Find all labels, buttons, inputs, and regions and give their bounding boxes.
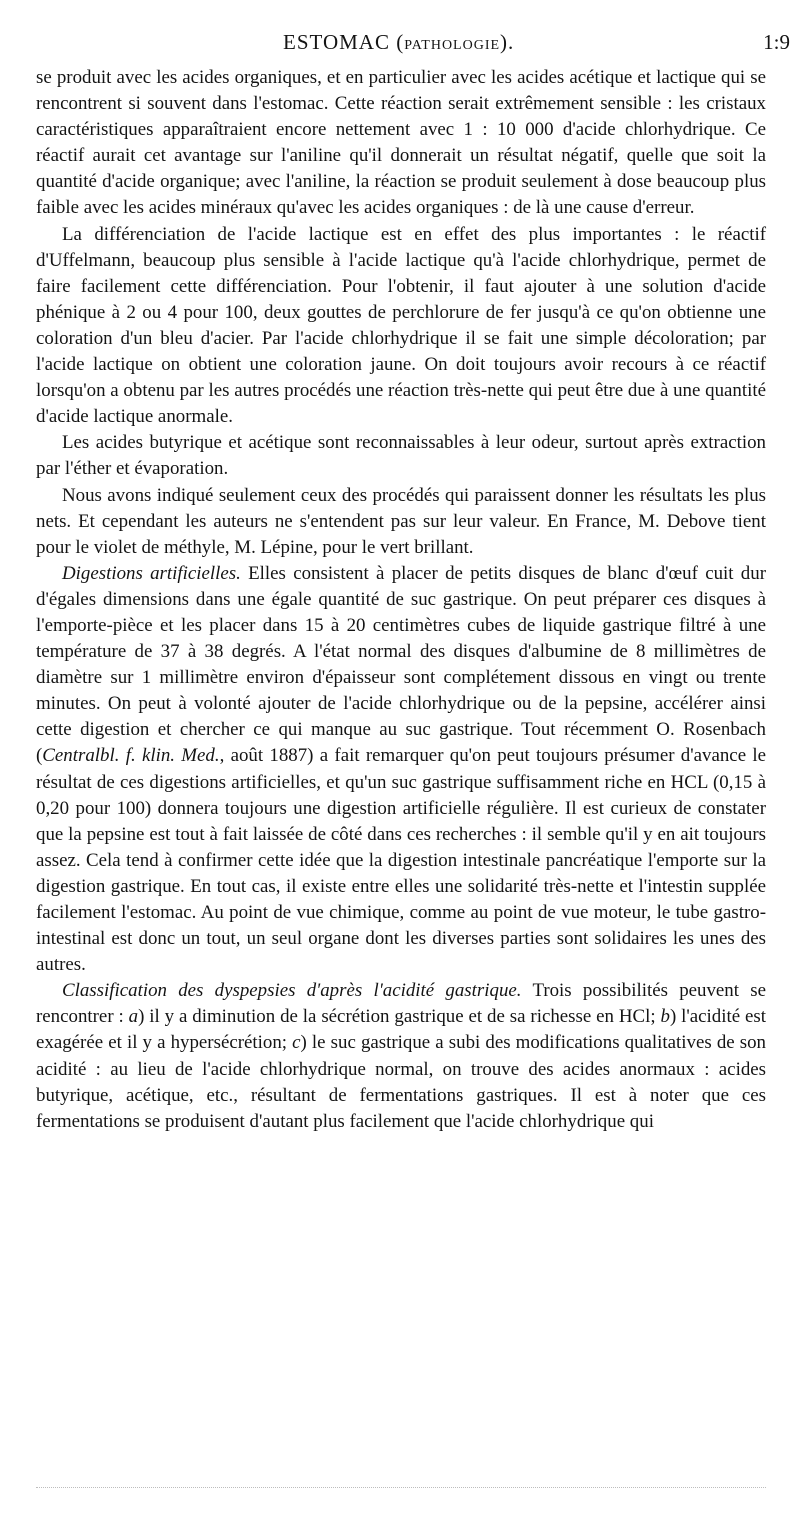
citation-journal: Centralbl. f. klin. Med. (42, 745, 220, 767)
section-heading-classification: Classification des dyspepsies d'après l'acidité gastrique. (62, 980, 522, 1002)
paragraph-procedures: Nous avons indiqué seulement ceux des procédés qui paraissent donner les résultats les plus nets. Et cependant les auteurs ne s'entendent pas sur leur valeur. En France, M. Debove tient pour le violet de méthyle, M. Lépine, pour le vert brillant. (36, 484, 766, 558)
paragraph-lactic-acid: La différenciation de l'acide lactique est en effet des plus importantes : le réactif d'Uffelmann, beaucoup plus sensible à l'acide lactique qu'à l'acide chlorhydrique, permet de faire facilement cette différenciation. Pour l'obtenir, il faut ajouter à une solution d'acide phénique à 2 ou 4 pour 100, deux gouttes de perchlorure de fer jusqu'à ce qu'on obtienne une coloration d'un bleu d'acier. Par l'acide chlorhydrique il se fait une simple décoloration; par l'acide lactique on obtient une coloration jaune. On doit toujours avoir recours à ce réactif lorsqu'on a obtenu par les autres procédés une réaction très-nette qui peut être due à une quantité d'acide lactique anormale. (36, 223, 766, 428)
page-number: 1:9 (763, 30, 790, 54)
paragraph-classification (36, 978, 766, 1135)
paragraph-artificial-digestions (36, 561, 766, 979)
running-title-close: ). (500, 30, 515, 54)
running-title-section: PATHOLOGIE (404, 38, 501, 53)
section-heading-digestions: Digestions artificielles. (62, 562, 241, 584)
footer-dotted-rule (36, 1487, 766, 1488)
item-c-letter: c (292, 1032, 301, 1054)
digestions-text-continued: , août 1887) a fait remarquer qu'on peut toujours présumer d'avance le résultat de ces digestions artificielles, et qu'un suc gastrique suffisamment riche en HCL (0,15 à 0,20 pour 100) donnera toujours une digestion artificielle régulière. Il est curieux de constater que la pepsine est tout à fait laissée de côté dans ces recherches : il semble qu'il y en ait toujours assez. Cela tend à confirmer cette idée que la digestion intestinale pancréatique l'emporte sur la digestion gastrique. En tout cas, il existe entre elles une solidarité très-nette et l'intestin supplée facilement l'estomac. Au point de vue chimique, comme au point de vue moteur, le tube gastro-intestinal est donc un tout, un seul organe dont les diverses parties sont solidaires les unes des autres. (36, 745, 766, 976)
item-b-letter: b (660, 1006, 670, 1028)
item-a-letter: a (128, 1006, 139, 1028)
classification-intro: Trois possibilités peuvent se rencontrer : (36, 980, 767, 1028)
item-c-text: ) le suc gastrique a subi des modifications qualitatives de son acidité : au lieu de l'acide chlorhydrique normal, on trouve des acides anormaux : acides butyrique, acétique, etc., résultant de fermentations gastriques. Il est à noter que ces fermentations se produisent d'autant plus facilement que l'acide chlorhydrique qui (36, 1032, 767, 1132)
paragraph-butyric-acid: Les acides butyrique et acétique sont reconnaissables à leur odeur, surtout après extraction par l'éther et évaporation. (36, 432, 766, 480)
body-text (36, 65, 766, 1135)
running-title-main: ESTOMAC ( (283, 30, 405, 54)
digestions-text: Elles consistent à placer de petits disques de blanc d'œuf cuit dur d'égales dimensions dans une égale quantité de suc gastrique. On peut préparer ces disques à l'emporte-pièce et les placer dans 15 à 20 centimètres cubes de liquide gastrique filtré à une température de 37 à 38 degrés. A l'état normal des disques d'albumine de 8 millimètres de diamètre sur 1 millimètre environ d'épaisseur sont complétement dissous en vingt ou trente minutes. On peut à volonté ajouter de l'acide chlorhydrique ou de la pepsine, accélérer ainsi cette digestion et chercher ce qui manque au suc gastrique. Tout récemment O. Rosenbach ( (36, 562, 766, 767)
running-title (283, 30, 514, 55)
item-a-text: ) il y a diminution de la sécrétion gastrique et de sa richesse en HCl; (138, 1006, 661, 1028)
paragraph-continuation: se produit avec les acides organiques, et en particulier avec les acides acétique et lactique qui se rencontrent si souvent dans l'estomac. Cette réaction serait extrêmement sensible : les cristaux caractéristiques apparaîtraient encore nettement avec 1 : 10 000 d'acide chlorhydrique. Ce réactif aurait cet avantage sur l'aniline qu'il donnerait un résultat négatif, quelle que soit la quantité d'acide organique; avec l'aniline, la réaction se produit seulement à dose beaucoup plus faible avec les acides minéraux qu'avec les acides organiques : de là une cause d'erreur. (36, 67, 766, 219)
item-b-text: ) l'acidité est exagérée et il y a hypersécrétion; (36, 1006, 766, 1054)
page-header (0, 30, 800, 58)
